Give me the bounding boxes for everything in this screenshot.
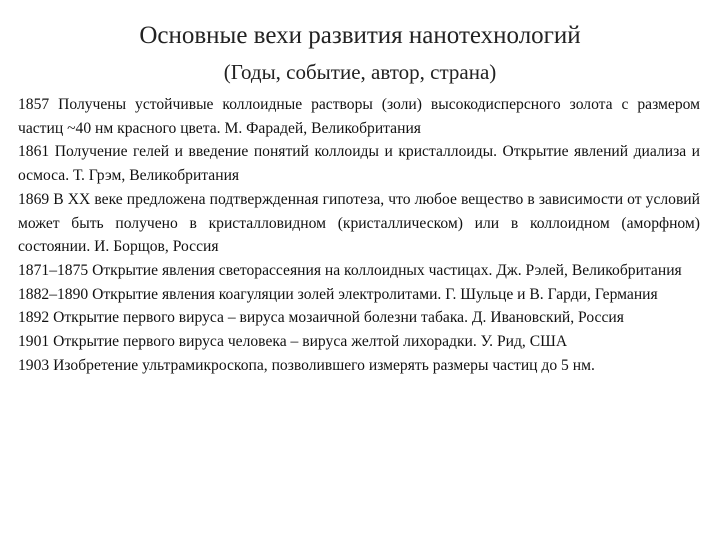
slide-subtitle: (Годы, событие, автор, страна) xyxy=(223,60,497,84)
timeline-entry-1892: 1892 Открытие первого вируса – вируса мозаичной болезни табака. Д. Ивановский, Россия xyxy=(18,309,624,327)
slide-title: Основные вехи развития нанотехнологий xyxy=(139,22,581,49)
timeline-entry-1871-1875: 1871–1875 Открытие явления светорассеяния на коллоидных частицах. Дж. Рэлей, Великобритания xyxy=(18,261,682,279)
timeline-entry-1882-1890: 1882–1890 Открытие явления коагуляции золей электролитами. Г. Шульце и В. Гарди, Германия xyxy=(18,285,658,303)
timeline-entry-1861: 1861 Получение гелей и введение понятий коллоиды и кристаллоиды. Открытие явлений диализа и осмоса. Т. Грэм, Великобритания xyxy=(18,143,700,185)
timeline-list xyxy=(18,93,700,377)
timeline-entry-1857: 1857 Получены устойчивые коллоидные растворы (золи) высокодисперсного золота с размером частиц ~40 нм красного цвета. М. Фарадей, Великобритания xyxy=(18,96,700,137)
timeline-entry-1869: 1869 В XX веке предложена подтвержденная гипотеза, что любое вещество в зависимости от условий может быть получено в кристалловидном (кристаллическом) или в коллоидном (аморфном) состоянии. И. Борщов, Россия xyxy=(18,190,700,256)
timeline-entry-1901: 1901 Открытие первого вируса человека – вируса желтой лихорадки. У. Рид, США xyxy=(18,333,568,351)
timeline-entry-1903: 1903 Изобретение ультрамикроскопа, позволившего измерять размеры частиц до 5 нм. xyxy=(18,356,595,374)
